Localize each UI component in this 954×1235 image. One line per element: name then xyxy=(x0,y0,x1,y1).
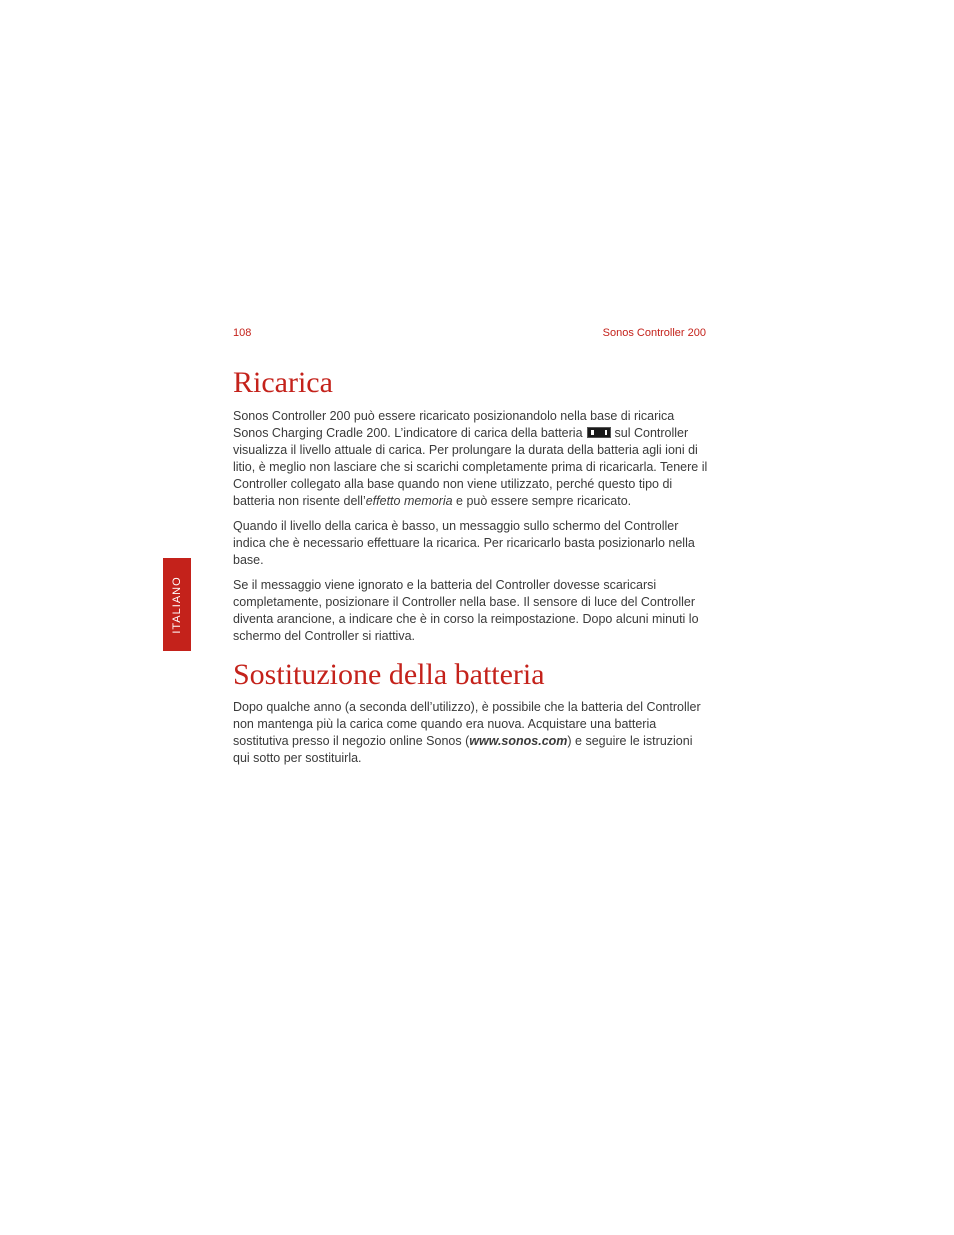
section-title-ricarica: Ricarica xyxy=(233,366,333,399)
sonos-website-link[interactable]: www.sonos.com xyxy=(469,734,568,748)
paragraph-sostituzione-1 xyxy=(233,699,708,767)
section-title-sostituzione: Sostituzione della batteria xyxy=(233,658,545,691)
emphasis-effetto-memoria: effetto memoria xyxy=(365,494,453,508)
running-header-title: Sonos Controller 200 xyxy=(602,327,706,339)
text-fragment: e può essere sempre ricaricato. xyxy=(452,494,632,508)
paragraph-ricarica-3: Se il messaggio viene ignorato e la batteria del Controller dovesse scaricarsi completamente, posizionare il Controller nella base. Il sensore di luce del Controller diventa arancione, a indicare che è in corso la reimpostazione. Dopo alcuni minuti lo schermo del Controller si riattiva. xyxy=(233,578,699,643)
paragraph-ricarica-1 xyxy=(233,408,708,510)
text-fragment: ) e seguire le istruzioni qui sotto per sostituirla. xyxy=(233,734,693,765)
battery-icon xyxy=(587,427,611,438)
text-fragment: Dopo qualche anno (a seconda dell’utilizzo), è possibile che la batteria del Controller non mantenga più la carica come quando era nuova. Acquistare una batteria sostitutiva presso il negozio online Sonos ( xyxy=(233,700,701,748)
paragraph-ricarica-2: Quando il livello della carica è basso, un messaggio sullo schermo del Controller indica che è necessario effettuare la ricarica. Per ricaricarlo basta posizionarlo nella base. xyxy=(233,519,695,567)
language-tab-label: ITALIANO xyxy=(171,575,183,634)
page-number: 108 xyxy=(233,327,252,339)
page-content xyxy=(233,366,708,775)
language-tab xyxy=(163,558,191,651)
text-fragment: sul Controller visualizza il livello attuale di carica. Per prolungare la durata della batteria agli ioni di litio, è meglio non lasciare che si scarichi completamente prima di ricaricarla. Tenere il Controller collegato alla base quando non viene utilizzato, perché questo tipo di batteria non risente dell’ xyxy=(233,426,708,508)
text-fragment: Sonos Controller 200 può essere ricaricato posizionandolo nella base di ricarica Sonos Charging Cradle 200. L’indicatore di carica della batteria xyxy=(233,409,675,440)
